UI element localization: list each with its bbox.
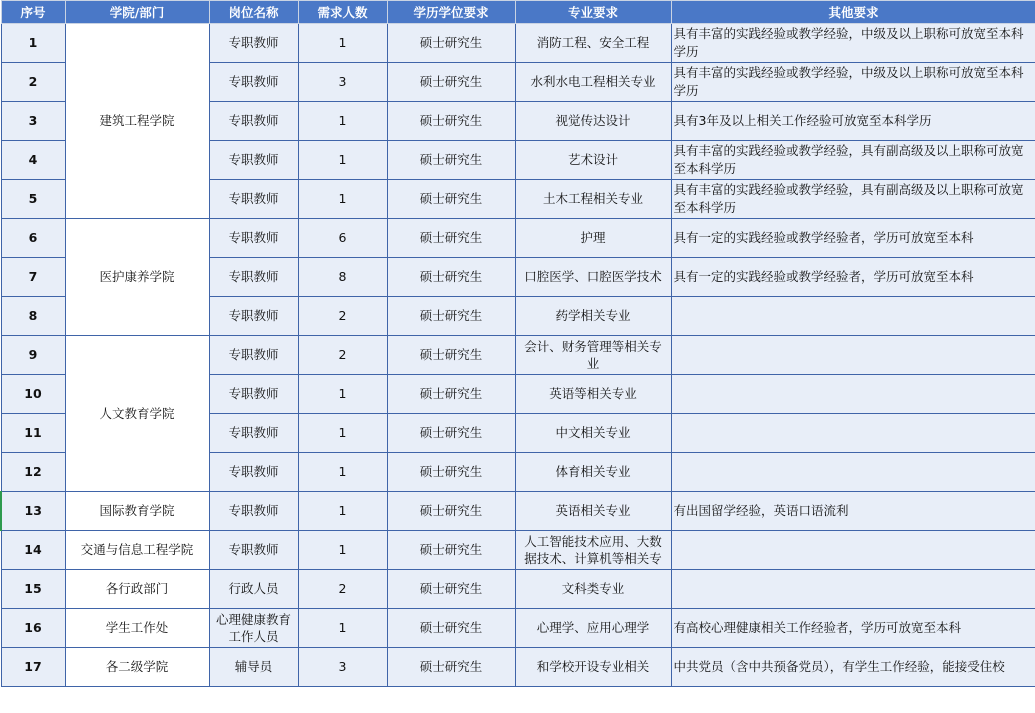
other-cell: [671, 297, 1035, 336]
dept-cell: 医护康养学院: [65, 219, 209, 336]
major-cell: 护理: [515, 219, 671, 258]
table-row: [1, 336, 1035, 375]
edu-cell: 硕士研究生: [387, 531, 515, 570]
other-cell: 具有3年及以上相关工作经验可放宽至本科学历: [671, 102, 1035, 141]
table-row: [1, 570, 1035, 609]
seq-cell: 15: [1, 570, 65, 609]
count-cell: 6: [298, 219, 387, 258]
other-cell: [671, 570, 1035, 609]
seq-cell: 17: [1, 648, 65, 687]
major-cell: 英语等相关专业: [515, 375, 671, 414]
dept-cell: 交通与信息工程学院: [65, 531, 209, 570]
seq-cell: 11: [1, 414, 65, 453]
edu-cell: 硕士研究生: [387, 180, 515, 219]
count-cell: 3: [298, 648, 387, 687]
post-cell: 行政人员: [209, 570, 298, 609]
dept-cell: 国际教育学院: [65, 492, 209, 531]
header-other: 其他要求: [671, 1, 1035, 24]
header-edu: 学历学位要求: [387, 1, 515, 24]
major-cell: 文科类专业: [515, 570, 671, 609]
count-cell: 1: [298, 453, 387, 492]
edu-cell: 硕士研究生: [387, 453, 515, 492]
other-cell: 具有丰富的实践经验或教学经验，具有副高级及以上职称可放宽至本科学历: [671, 180, 1035, 219]
edu-cell: 硕士研究生: [387, 648, 515, 687]
dept-cell: 建筑工程学院: [65, 24, 209, 219]
post-cell: 专职教师: [209, 141, 298, 180]
count-cell: 1: [298, 492, 387, 531]
major-cell: 药学相关专业: [515, 297, 671, 336]
edu-cell: 硕士研究生: [387, 492, 515, 531]
edu-cell: 硕士研究生: [387, 219, 515, 258]
count-cell: 2: [298, 570, 387, 609]
major-cell: 心理学、应用心理学: [515, 609, 671, 648]
seq-cell: 13: [1, 492, 65, 531]
edu-cell: 硕士研究生: [387, 297, 515, 336]
post-cell: 专职教师: [209, 63, 298, 102]
count-cell: 1: [298, 609, 387, 648]
major-cell: 视觉传达设计: [515, 102, 671, 141]
count-cell: 1: [298, 531, 387, 570]
table-row: [1, 531, 1035, 570]
dept-cell: 各行政部门: [65, 570, 209, 609]
count-cell: 1: [298, 414, 387, 453]
table-header-row: [1, 1, 1035, 24]
post-cell: 专职教师: [209, 375, 298, 414]
header-seq: 序号: [1, 1, 65, 24]
count-cell: 1: [298, 180, 387, 219]
count-cell: 1: [298, 102, 387, 141]
major-cell: 艺术设计: [515, 141, 671, 180]
major-cell: 口腔医学、口腔医学技术: [515, 258, 671, 297]
post-cell: 专职教师: [209, 219, 298, 258]
header-dept: 学院/部门: [65, 1, 209, 24]
dept-cell: 人文教育学院: [65, 336, 209, 492]
post-cell: 辅导员: [209, 648, 298, 687]
seq-cell: 1: [1, 24, 65, 63]
seq-cell: 2: [1, 63, 65, 102]
other-cell: 具有丰富的实践经验或教学经验，中级及以上职称可放宽至本科学历: [671, 63, 1035, 102]
seq-cell: 3: [1, 102, 65, 141]
count-cell: 1: [298, 141, 387, 180]
post-cell: 专职教师: [209, 297, 298, 336]
other-cell: [671, 336, 1035, 375]
edu-cell: 硕士研究生: [387, 414, 515, 453]
major-cell: 中文相关专业: [515, 414, 671, 453]
other-cell: 具有丰富的实践经验或教学经验，具有副高级及以上职称可放宽至本科学历: [671, 141, 1035, 180]
table-row: [1, 219, 1035, 258]
post-cell: 专职教师: [209, 414, 298, 453]
edu-cell: 硕士研究生: [387, 63, 515, 102]
seq-cell: 12: [1, 453, 65, 492]
seq-cell: 10: [1, 375, 65, 414]
post-cell: 专职教师: [209, 258, 298, 297]
header-major: 专业要求: [515, 1, 671, 24]
table-row: [1, 609, 1035, 648]
edu-cell: 硕士研究生: [387, 141, 515, 180]
dept-cell: 各二级学院: [65, 648, 209, 687]
table-row: [1, 24, 1035, 63]
edu-cell: 硕士研究生: [387, 570, 515, 609]
major-cell: 人工智能技术应用、大数据技术、计算机等相关专: [515, 531, 671, 570]
count-cell: 3: [298, 63, 387, 102]
count-cell: 1: [298, 375, 387, 414]
seq-cell: 5: [1, 180, 65, 219]
header-post: 岗位名称: [209, 1, 298, 24]
edu-cell: 硕士研究生: [387, 609, 515, 648]
table-row: [1, 648, 1035, 687]
other-cell: 具有丰富的实践经验或教学经验，中级及以上职称可放宽至本科学历: [671, 24, 1035, 63]
other-cell: 有出国留学经验，英语口语流利: [671, 492, 1035, 531]
edu-cell: 硕士研究生: [387, 375, 515, 414]
other-cell: [671, 375, 1035, 414]
count-cell: 2: [298, 336, 387, 375]
post-cell: 专职教师: [209, 453, 298, 492]
seq-cell: 14: [1, 531, 65, 570]
count-cell: 2: [298, 297, 387, 336]
edu-cell: 硕士研究生: [387, 258, 515, 297]
seq-cell: 9: [1, 336, 65, 375]
post-cell: 专职教师: [209, 180, 298, 219]
post-cell: 专职教师: [209, 531, 298, 570]
major-cell: 和学校开设专业相关: [515, 648, 671, 687]
seq-cell: 8: [1, 297, 65, 336]
other-cell: [671, 414, 1035, 453]
edu-cell: 硕士研究生: [387, 336, 515, 375]
post-cell: 心理健康教育工作人员: [209, 609, 298, 648]
seq-cell: 7: [1, 258, 65, 297]
major-cell: 英语相关专业: [515, 492, 671, 531]
major-cell: 体育相关专业: [515, 453, 671, 492]
other-cell: 有高校心理健康相关工作经验者，学历可放宽至本科: [671, 609, 1035, 648]
other-cell: 具有一定的实践经验或教学经验者，学历可放宽至本科: [671, 219, 1035, 258]
major-cell: 消防工程、安全工程: [515, 24, 671, 63]
table-row: [1, 492, 1035, 531]
other-cell: [671, 531, 1035, 570]
post-cell: 专职教师: [209, 492, 298, 531]
post-cell: 专职教师: [209, 336, 298, 375]
dept-cell: 学生工作处: [65, 609, 209, 648]
seq-cell: 6: [1, 219, 65, 258]
header-count: 需求人数: [298, 1, 387, 24]
major-cell: 水利水电工程相关专业: [515, 63, 671, 102]
edu-cell: 硕士研究生: [387, 102, 515, 141]
post-cell: 专职教师: [209, 24, 298, 63]
other-cell: [671, 453, 1035, 492]
other-cell: 中共党员（含中共预备党员），有学生工作经验，能接受住校: [671, 648, 1035, 687]
major-cell: 会计、财务管理等相关专业: [515, 336, 671, 375]
edu-cell: 硕士研究生: [387, 24, 515, 63]
seq-cell: 16: [1, 609, 65, 648]
other-cell: 具有一定的实践经验或教学经验者，学历可放宽至本科: [671, 258, 1035, 297]
count-cell: 1: [298, 24, 387, 63]
major-cell: 土木工程相关专业: [515, 180, 671, 219]
count-cell: 8: [298, 258, 387, 297]
post-cell: 专职教师: [209, 102, 298, 141]
seq-cell: 4: [1, 141, 65, 180]
